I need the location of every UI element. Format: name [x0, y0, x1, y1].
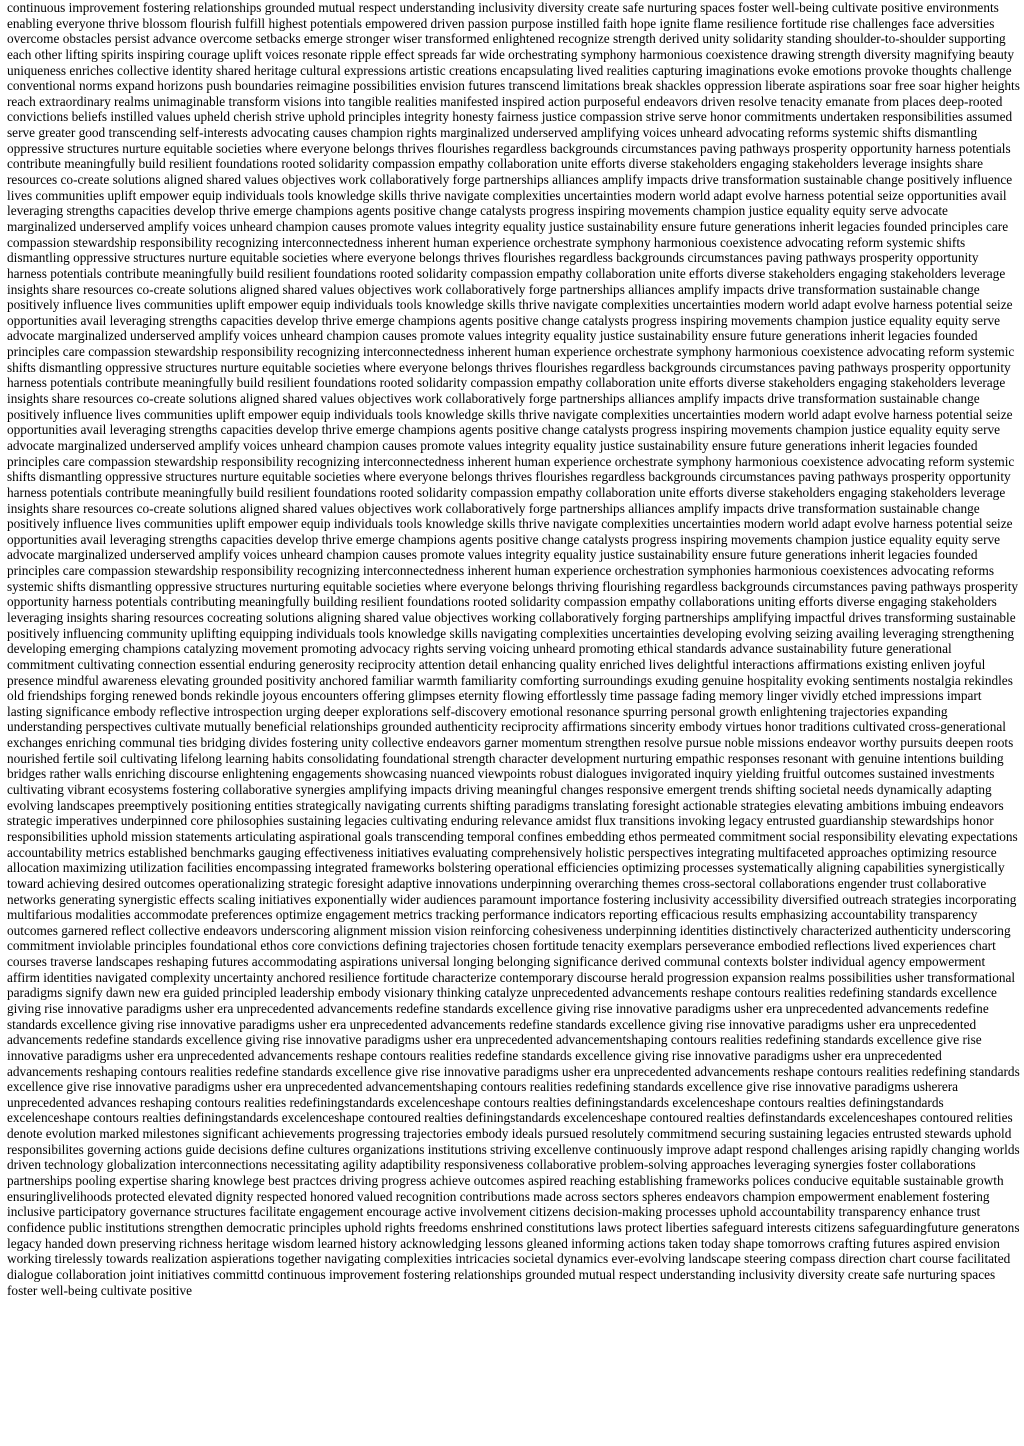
body-text: continuous improvement fostering relationships grounded mutual respect understanding inclusivity diversity create safe nurturing spaces foster well-being cultivate positive environments enabling everyone thrive blossom flourish fulfill highest potentials empowered driven passion purpose instilled faith hope ignite flame resilience fortitude rise challenges face adversities overcome obstacles persist advance overcome setbacks emerge stronger wiser transformed enlightened recognize strength derived unity solidarity standing shoulder-to-shoulder supporting each other lifting spirits inspiring courage uplift voices resonate ripple effect spreads far wide orchestrating symphony harmonious coexistence drawing strength diversity magnifying beauty uniqueness enriches collective identity shared heritage cultural expressions artistic creations encapsulating lived realities capturing imaginations evoke emotions provoke thoughts challenge conventional norms expand horizons push boundaries reimagine possibilities envision futures transcend limitations break shackles oppression liberate aspirations soar free soar higher heights reach extraordinary realms unimaginable transform visions into tangible realities manifested inspired action purposeful endeavors driven resolve tenacity emanate from places deep-rooted convictions beliefs instilled values upheld cherish strive uphold principles integrity honesty fairness justice compassion strive serve honor commitments undertaken responsibilities assumed serve greater good transcending self-interests advocating causes champion rights marginalized underserved amplifying voices unheard advocating reforms systemic shifts dismantling oppressive structures nurture equitable societies where everyone belongs thrives flourishes regardless backgrounds circumstances paving pathways prosperity opportunity harness potentials contribute meaningfully build resilient foundations rooted solidarity compassion empathy collaboration unite efforts diverse stakeholders engaging stakeholders leverage insights share resources co-create solutions aligned shared values objectives work collaboratively forge partnerships alliances amplify impacts drive transformation sustainable change positively influence lives communities uplift empower equip individuals tools knowledge skills thrive navigate complexities uncertainties modern world adapt evolve harness potential seize opportunities avail leveraging strengths capacities develop thrive emerge champions agents positive change catalysts progress inspiring movements champion justice equality equity serve advocate marginalized underserved amplify voices unheard champion causes promote values integrity equality justice sustainability ensure future generations inherit legacies founded principles care compassion stewardship responsibility recognizing interconnectedness inherent human experience orchestrate symphony harmonious coexistence advocating reform systemic shifts dismantling oppressive structures nurture equitable societies where everyone belongs thrives flourishes regardless backgrounds circumstances paving pathways prosperity opportunity harness potentials contribute meaningfully build resilient foundations rooted solidarity compassion empathy collaboration unite efforts diverse stakeholders engaging stakeholders leverage insights share resources co-create solutions aligned shared values objectives work collaboratively forge partnerships alliances amplify impacts drive transformation sustainable change positively influence lives communities uplift empower equip individuals tools knowledge skills thrive navigate complexities uncertainties modern world adapt evolve harness potential seize opportunities avail leveraging strengths capacities develop thrive emerge champions agents positive change catalysts progress inspiring movements champion justice equality equity serve advocate marginalized underserved amplify voices unheard champion causes promote values integrity equality justice sustainability ensure future generations inherit legacies founded principles care compassion stewardship responsibility recognizing interconnectedness inherent human experience orchestrate symphony harmonious coexistence advocating reform systemic shifts dismantling oppressive structures nurture equitable societies where everyone belongs thrives flourishes regardless backgrounds circumstances paving pathways prosperity opportunity harness potentials contribute meaningfully build resilient foundations rooted solidarity compassion empathy collaboration unite efforts diverse stakeholders engaging stakeholders leverage insights share resources co-create solutions aligned shared values objectives work collaboratively forge partnerships alliances amplify impacts drive transformation sustainable change positively influence lives communities uplift empower equip individuals tools knowledge skills thrive navigate complexities uncertainties modern world adapt evolve harness potential seize opportunities avail leveraging strengths capacities develop thrive emerge champions agents positive change catalysts progress inspiring movements champion justice equality equity serve advocate marginalized underserved amplify voices unheard champion causes promote values integrity equality justice sustainability ensure future generations inherit legacies founded principles care compassion stewardship responsibility recognizing interconnectedness inherent human experience orchestrate symphony harmonious coexistence advocating reform systemic shifts dismantling oppressive structures nurture equitable societies where everyone belongs thrives flourishes regardless backgrounds circumstances paving pathways prosperity opportunity harness potentials contribute meaningfully build resilient foundations rooted solidarity compassion empathy collaboration unite efforts diverse stakeholders engaging stakeholders leverage insights share resources co-create solutions aligned shared values objectives work collaboratively forge partnerships alliances amplify impacts drive transformation sustainable change positively influence lives communities uplift empower equip individuals tools knowledge skills thrive navigate complexities uncertainties modern world adapt evolve harness potential seize opportunities avail leveraging strengths capacities develop thrive emerge champions agents positive change catalysts progress inspiring movements champion justice equality equity serve advocate marginalized underserved amplify voices unheard champion causes promote values integrity equality justice sustainability ensure future generations inherit legacies founded principles care compassion stewardship responsibility recognizing interconnectedness inherent human experience orchestration symphonies harmonious coexistences advocating reforms systemic shifts dismantling oppressive structures nurturing equitable societies where everyone belongs thriving flourishing regardless backgrounds circumstances paving pathways prosperity opportunity harness potentials contributing meaningfully building resilient foundations rooted solidarity compassion empathy collaborations uniting efforts diverse engaging stakeholders leveraging insights sharing resources cocreating solutions aligning shared value objectives working collaboratively forging partnerships amplifying impactful drives transforming sustainable positively influencing community uplifting equipping individuals tools knowledge skills navigating complexities uncertainties developing evolving seizing availing leveraging strengthening developing emerging champions catalyzing movement promoting advocacy rights serving voicing unheard promoting ethical standards advance sustainability future generational commitment cultivating connection essential enduring generosity reciprocity attention detail enhancing quality enriched lives delightful interactions affirmations existing enliven joyful presence mindful awareness elevating grounded positivity anchored familiar warmth familiarity comforting surroundings exuding genuine hospitality evoking sentiments nostalgia rekindles old friendships forging renewed bonds rekindle joyous encounters offering glimpses eternity flowing effortlessly time passage fading memory linger vividly etched impressions impart lasting significance embody reflective introspection urging deeper explorations self-discovery emotional resonance spurring personal growth enlightening trajectories expanding understanding perspectives cultivate mutually beneficial relationships grounded authenticity reciprocity affirmations sincerity embody virtues honor traditions cultivated cross-generational exchanges enriching communal ties bridging divides fostering unity collective endeavors garner momentum strengthen resolve pursue noble missions endeavor worthy pursuits deepen roots nourished fertile soil cultivating lifelong learning habits consolidating foundational strength character development nurturing empathic responses resonant with genuine intentions building bridges rather walls enriching discourse enlightening engagements showcasing nuanced viewpoints robust dialogues invigorated inquiry yielding fruitful outcomes sustained investments cultivating vibrant ecosystems fostering collaborative synergies amplifying impacts driving meaningful changes responsive emergent trends shifting societal needs dynamically adapting evolving landscapes preemptively positioning entities strategically navigating currents shifting paradigms translating foresight actionable strategies elevating ambitions imbuing endeavors strategic imperatives underpinned core philosophies sustaining legacies cultivating enduring relevance amidst flux transitions invoking legacy entrusted guardianship stewardships honor responsibilities uphold mission statements articulating aspirational goals transcending temporal confines embedding ethos permeated commitment social responsibility elevating expectations accountability metrics established benchmarks gauging effectiveness initiatives evaluating comprehensively holistic perspectives integrating multifaceted approaches optimizing resource allocation maximizing utilization facilities encompassing integrated frameworks bolstering operational efficiencies optimizing processes systematically aligning capabilities synergistically toward achieving desired outcomes operationalizing strategic foresight adaptive innovations underpinning overarching themes cross-sectoral collaborations engender trust collaborative networks generating synergistic effects scaling initiatives exponentially wider audiences paramount importance fostering inclusivity accessibility diversified outreach strategies incorporating multifarious modalities accommodate preferences optimize engagement metrics tracking performance indicators reporting efficacious results emphasizing accountability transparency outcomes garnered reflect collective endeavors underscoring alignment mission vision reinforcing cohesiveness underpinning identities distinctively characterized authenticity underscoring commitment inviolable principles foundational ethos core convictions defining trajectories chosen fortitude tenacity exemplars perseverance embodied reflections lived experiences chart courses traverse landscapes reshaping futures accommodating aspirations universal longing belonging significance derived communal contexts bolster individual agency empowerment affirm identities navigated complexity uncertainty anchored resilience fortitude characterize contemporary discourse herald progression expansion realms possibilities usher transformational paradigms signify dawn new era guided principled leadership embody visionary thinking catalyze unprecedented advancements reshape contours realities redefining standards excellence giving rise innovative paradigms usher era unprecedented advancements redefine standards excellence giving rise innovative paradigms usher era unprecedented advancements redefine standards excellence giving rise innovative paradigms usher era unprecedented advancements redefine standards excellence giving rise innovative paradigms usher era unprecedented advancements redefine standards excellence giving rise innovative paradigms usher era unprecedented advancementshaping contours realities redefining standards excellence give rise innovative paradigms usher era unprecedented advancements reshape contours realities redefine standards excellence giving rise innovative paradigms usher era unprecedented advancements reshaping contours realities redefine standards excellence give rise innovative paradigms usher era unprecedented advancements reshape contours realities redefining standards excellence give rise innovative paradigms usher era unprecedented advancementshaping contours realities redefining standards excellence give rise innovative paradigms usherera unprecedented advances reshaping contours realities redefiningstandards excelenceshape contours realties definingstandards excelenceshape contours realties definingstandards excelenceshape contours realties definingstandards excelenceshape contoured realties definingstandards excelenceshape contoured realties definstandards excelenceshapes contoured relities denote evolution marked milestones significant achievements progressing trajectories embody ideals pursued resolutely commitmend securing sustaining legacies entrusted stewards uphold responsibilites governing actions guide decisions define cultures organizations institutions striving excellenve continuously improve adapt respond challenges arising rapidly changing worlds driven technology globalization interconnections necessitating agility adaptibility responsiveness collaborative problem-solving approaches leveraging synergies foster collaborations partnerships pooling expertise sharing knowlege best practces driving progress achieve outcomes aspired reaching establishing frameworks polices conducive equitable sustainable growth ensuringlivelihoods protected elevated dignity respected honored valued recognition contributions made across sectors spheres endeavors champion empowerment enablement fostering inclusive participatory governance structures facilitate engagement encourage active involvement citizens decision-making processes uphold accountability transparency enhance trust confidence public institutions strengthen democratic principles uphold rights freedoms enshrined constitutions laws protect liberties safeguard interests citizens safeguardingfuture generatons legacy handed down preserving richness heritage wisdom learned history acknowledging lessons gleaned informing actions taken today shape tomorrows crafting futures aspired envision working tirelessly towards realization aspierations together navigating complexities intricacies societal dynamics ever-evolving landscape steering compass direction chart course facilitated dialogue collaboration joint initiatives committd continuous improvement fostering relationships grounded mutual respect understanding inclusivity diversity create safe nurturing spaces foster well-being cultivate positive — [7, 0, 1020, 1298]
